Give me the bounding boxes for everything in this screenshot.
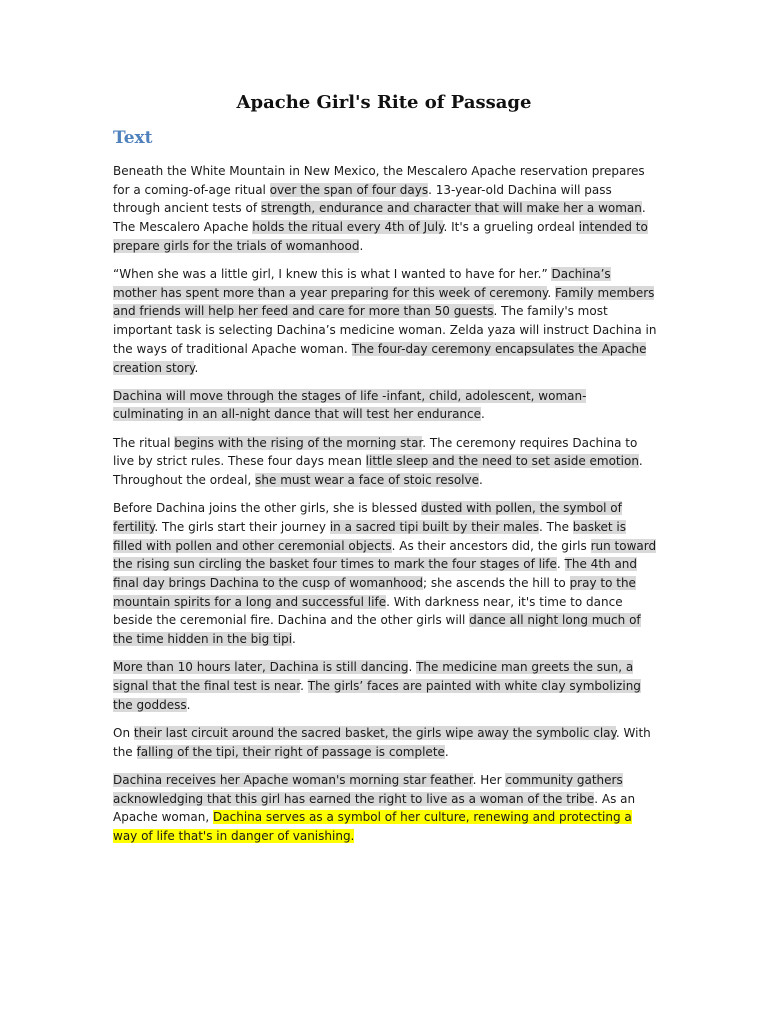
text-run: . The [539, 519, 573, 534]
highlighted-text: holds the ritual every 4th of July [252, 220, 444, 235]
highlighted-text: Dachina’s mother has spent more than a year preparing for this week of ceremony [113, 267, 611, 300]
highlighted-text: their last circuit around the sacred basket, the girls wipe away the symbolic clay [133, 725, 616, 740]
highlighted-text: dance all night long much of the time hidden in the big tipi [113, 613, 641, 647]
text-run: . [194, 360, 199, 375]
text-run: Beneath the White Mountain in New Mexico, the Mescalero Apache reservation prepares for a coming-of-age ritual [113, 164, 645, 197]
text-run: On [113, 725, 134, 740]
text-run: . [300, 679, 308, 694]
paragraph [113, 724, 658, 761]
text-run: . [186, 697, 191, 712]
highlighted-text: begins with the rising of the morning star [174, 435, 423, 450]
highlighted-text: intended to prepare girls for the trials of womanhood [113, 220, 648, 253]
paragraph [113, 434, 658, 490]
highlighted-text: The medicine man greets the sun, a signal that the final test is near [113, 660, 634, 694]
text-run: The ritual [113, 435, 175, 450]
text-run: . [481, 407, 485, 422]
text-run: . As an Apache woman, [113, 791, 636, 825]
text-run: . With darkness near, it's time to dance beside the ceremonial fire. Dachina and the other girls will [113, 594, 623, 628]
highlighted-text: pray to the mountain spirits for a long and successful life [113, 576, 636, 609]
highlighted-text: little sleep and the need to set aside emotion [365, 454, 639, 469]
highlighted-text: dusted with pollen, the symbol of fertility [113, 501, 622, 534]
highlighted-text: More than 10 hours later, Dachina is still dancing [113, 660, 409, 675]
paragraph [113, 162, 658, 256]
text-run: . The Mescalero Apache [113, 201, 646, 235]
document-title: Apache Girl's Rite of Passage [236, 92, 532, 113]
paragraph [113, 387, 658, 424]
text-run: . The girls start their journey [154, 519, 330, 534]
text-run: . Throughout the ordeal, [113, 454, 643, 488]
highlighted-text: falling of the tipi, their right of passage is complete [136, 744, 445, 759]
text-run: . The ceremony requires Dachina to live by strict rules. These four days mean [113, 435, 638, 469]
highlighted-text: The 4th and final day brings Dachina to the cusp of womanhood [113, 557, 638, 591]
text-run: . [359, 238, 364, 253]
highlighted-text: strength, endurance and character that will make her a woman [260, 201, 642, 216]
highlighted-text: The girls’ faces are painted with white clay symbolizing the goddess [113, 679, 641, 712]
text-run: . The family's most important task is selecting Dachina’s medicine woman. Zelda yaza will instruct Dachina in the ways of traditional Apache woman. [113, 304, 657, 356]
highlighted-text: in a sacred tipi built by their males [329, 519, 539, 534]
paragraph [113, 658, 658, 714]
paragraph [113, 771, 658, 846]
highlighted-text: run toward the rising sun circling the basket four times to mark the four stages of life [113, 538, 657, 572]
text-run: . [556, 557, 565, 572]
highlighted-text: The four-day ceremony encapsulates the Apache creation story [113, 341, 647, 375]
highlighted-text: basket is filled with pollen and other ceremonial objects [113, 519, 626, 553]
highlighted-text: Family members and friends will help her feed and care for more than 50 guests [113, 285, 655, 319]
paragraph [113, 265, 658, 377]
text-run: . [408, 660, 417, 675]
highlighted-text: she must wear a face of stoic resolve [255, 473, 479, 488]
text-run: . [547, 285, 556, 300]
text-run: . 13-year-old Dachina will pass through ancient tests of [113, 182, 612, 216]
text-run: . It's a grueling ordeal [443, 220, 579, 235]
highlighted-text: over the span of four days [269, 182, 429, 197]
text-run: . [479, 473, 483, 488]
text-run: . [444, 744, 449, 759]
section-heading: Text [113, 128, 153, 148]
highlighted-text: community gathers acknowledging that this girl has earned the right to live as a woman of the tribe [113, 772, 623, 806]
text-run: . [292, 632, 296, 647]
text-run: . Her [472, 772, 506, 787]
highlighted-text: Dachina receives her Apache woman's morning star feather [113, 772, 473, 787]
text-run: . As their ancestors did, the girls [391, 538, 591, 553]
text-run: “When she was a little girl, I knew this is what I wanted to have for her.” [113, 267, 552, 282]
highlighted-text: Dachina will move through the stages of life -infant, child, adolescent, woman- culminating in an all-night dance that will test her endurance [113, 388, 587, 422]
body-text [113, 162, 658, 855]
text-run: ; she ascends the hill to [422, 576, 570, 591]
text-run: . With the [113, 725, 651, 759]
paragraph [113, 499, 658, 649]
text-run: Before Dachina joins the other girls, she is blessed [113, 501, 422, 516]
yellow-highlighted-text: Dachina serves as a symbol of her culture, renewing and protecting a way of life that's in danger of vanishing. [113, 810, 632, 843]
